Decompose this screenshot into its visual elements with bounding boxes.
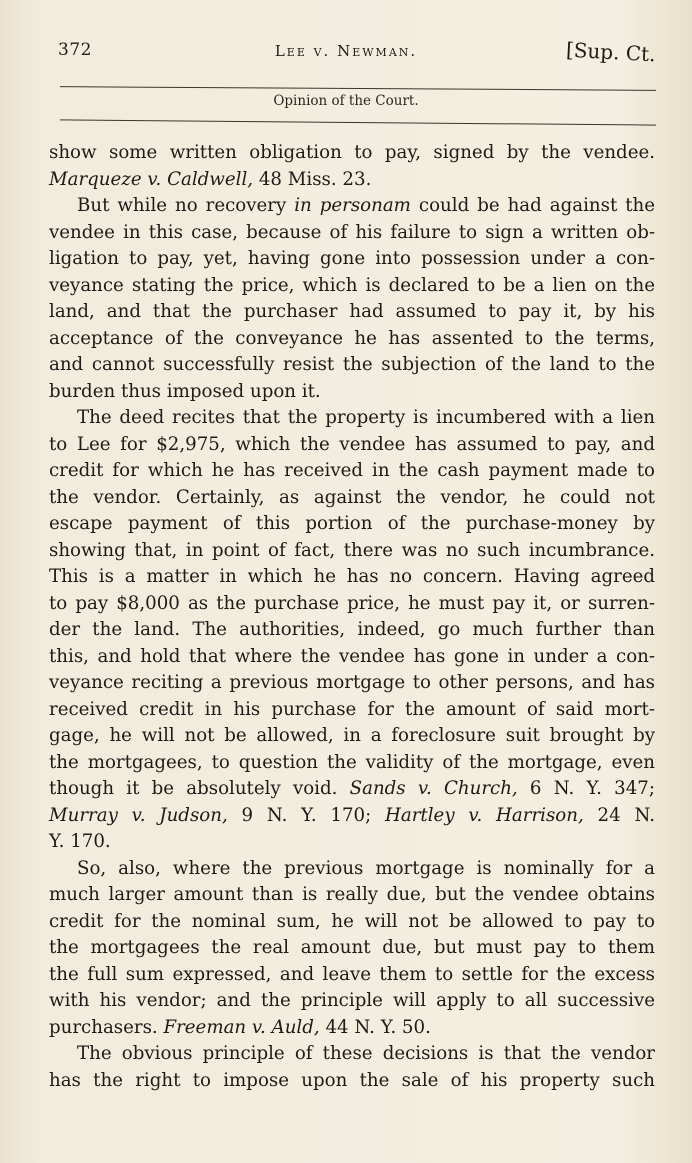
- text-line: Murray v. Judson, 9 N. Y. 170; Hartley v. Harrison, 24 N.: [49, 804, 655, 826]
- text-line: though it be absolutely void. Sands v. Church, 6 N. Y. 347;: [49, 778, 655, 799]
- text-line: Y. 170.: [49, 831, 111, 852]
- running-header: [0, 36, 692, 76]
- text-line: the vendor. Certainly, as against the vendor, he could not: [49, 486, 655, 508]
- text-line: ligation to pay, yet, having gone into possession under a con-: [49, 248, 655, 269]
- text-line: with his vendor; and the principle will apply to all successive: [49, 990, 655, 1011]
- opinion-text: [49, 140, 655, 1094]
- text-line: gage, he will not be allowed, in a foreclosure suit brought by: [49, 725, 655, 746]
- text-line: credit for which he has received in the cash payment made to: [49, 460, 655, 481]
- latin-term: in personam: [294, 195, 411, 216]
- text-line: much larger amount than is really due, but the vendee obtains: [49, 884, 655, 905]
- paragraph-start: The obvious principle of these decisions is that the vendor: [77, 1043, 655, 1064]
- case-citation: Marqueze v. Caldwell,: [49, 168, 254, 190]
- text-line: the mortgagees the real amount due, but must pay to them: [49, 937, 655, 958]
- case-citation: Murray v. Judson,: [49, 804, 228, 826]
- text-line: showing that, in point of fact, there was no such incumbrance.: [49, 539, 655, 561]
- text-line: has the right to impose upon the sale of his property such: [49, 1069, 655, 1091]
- text-line: purchasers. Freeman v. Auld, 44 N. Y. 50.: [49, 1016, 431, 1038]
- case-citation: Hartley v. Harrison,: [385, 804, 584, 826]
- subheading: Opinion of the Court.: [273, 93, 419, 109]
- text-line: acceptance of the conveyance he has assented to the terms,: [49, 327, 655, 349]
- text-line: the full sum expressed, and leave them to settle for the excess: [49, 963, 655, 985]
- text-line: burden thus imposed upon it.: [49, 380, 321, 402]
- text-line: This is a matter in which he has no concern. Having agreed: [49, 566, 655, 587]
- paragraph-start: So, also, where the previous mortgage is nominally for a: [77, 857, 655, 879]
- text-line: Marqueze v. Caldwell, 48 Miss. 23.: [49, 168, 372, 190]
- text-line: to pay $8,000 as the purchase price, he must pay it, or surren-: [49, 592, 655, 614]
- header-rule-bottom: [60, 119, 656, 125]
- text-line: veyance stating the price, which is declared to be a lien on the: [49, 274, 655, 296]
- text-line: credit for the nominal sum, he will not be allowed to pay to: [49, 910, 655, 932]
- text-line: der the land. The authorities, indeed, go much further than: [49, 619, 655, 640]
- text-line: the mortgagees, to question the validity of the mortgage, even: [49, 751, 655, 773]
- text-line: and cannot successfully resist the subjection of the land to the: [49, 354, 655, 375]
- text-line: veyance reciting a previous mortgage to other persons, and has: [49, 672, 655, 693]
- text-line: this, and hold that where the vendee has gone in under a con-: [49, 645, 655, 667]
- text-line: to Lee for $2,975, which the vendee has assumed to pay, and: [49, 433, 655, 455]
- paragraph-start: The deed recites that the property is incumbered with a lien: [77, 407, 655, 428]
- text-line: land, and that the purchaser had assumed to pay it, by his: [49, 301, 655, 322]
- paragraph-start: But while no recovery in personam could be had against the: [77, 195, 656, 216]
- case-citation: Freeman v. Auld,: [163, 1016, 320, 1038]
- text-line: show some written obligation to pay, signed by the vendee.: [49, 142, 655, 163]
- text-line: vendee in this case, because of his failure to sign a written ob-: [49, 221, 655, 243]
- court-label: [Sup. Ct.: [565, 37, 657, 67]
- text-line: escape payment of this portion of the purchase-money by: [49, 513, 655, 534]
- text-line: received credit in his purchase for the amount of said mort-: [49, 698, 655, 720]
- case-citation: Sands v. Church,: [349, 778, 518, 799]
- header-rule-top: [60, 86, 656, 91]
- case-title: Lee v. Newman.: [274, 42, 418, 60]
- page-number: 372: [58, 40, 92, 60]
